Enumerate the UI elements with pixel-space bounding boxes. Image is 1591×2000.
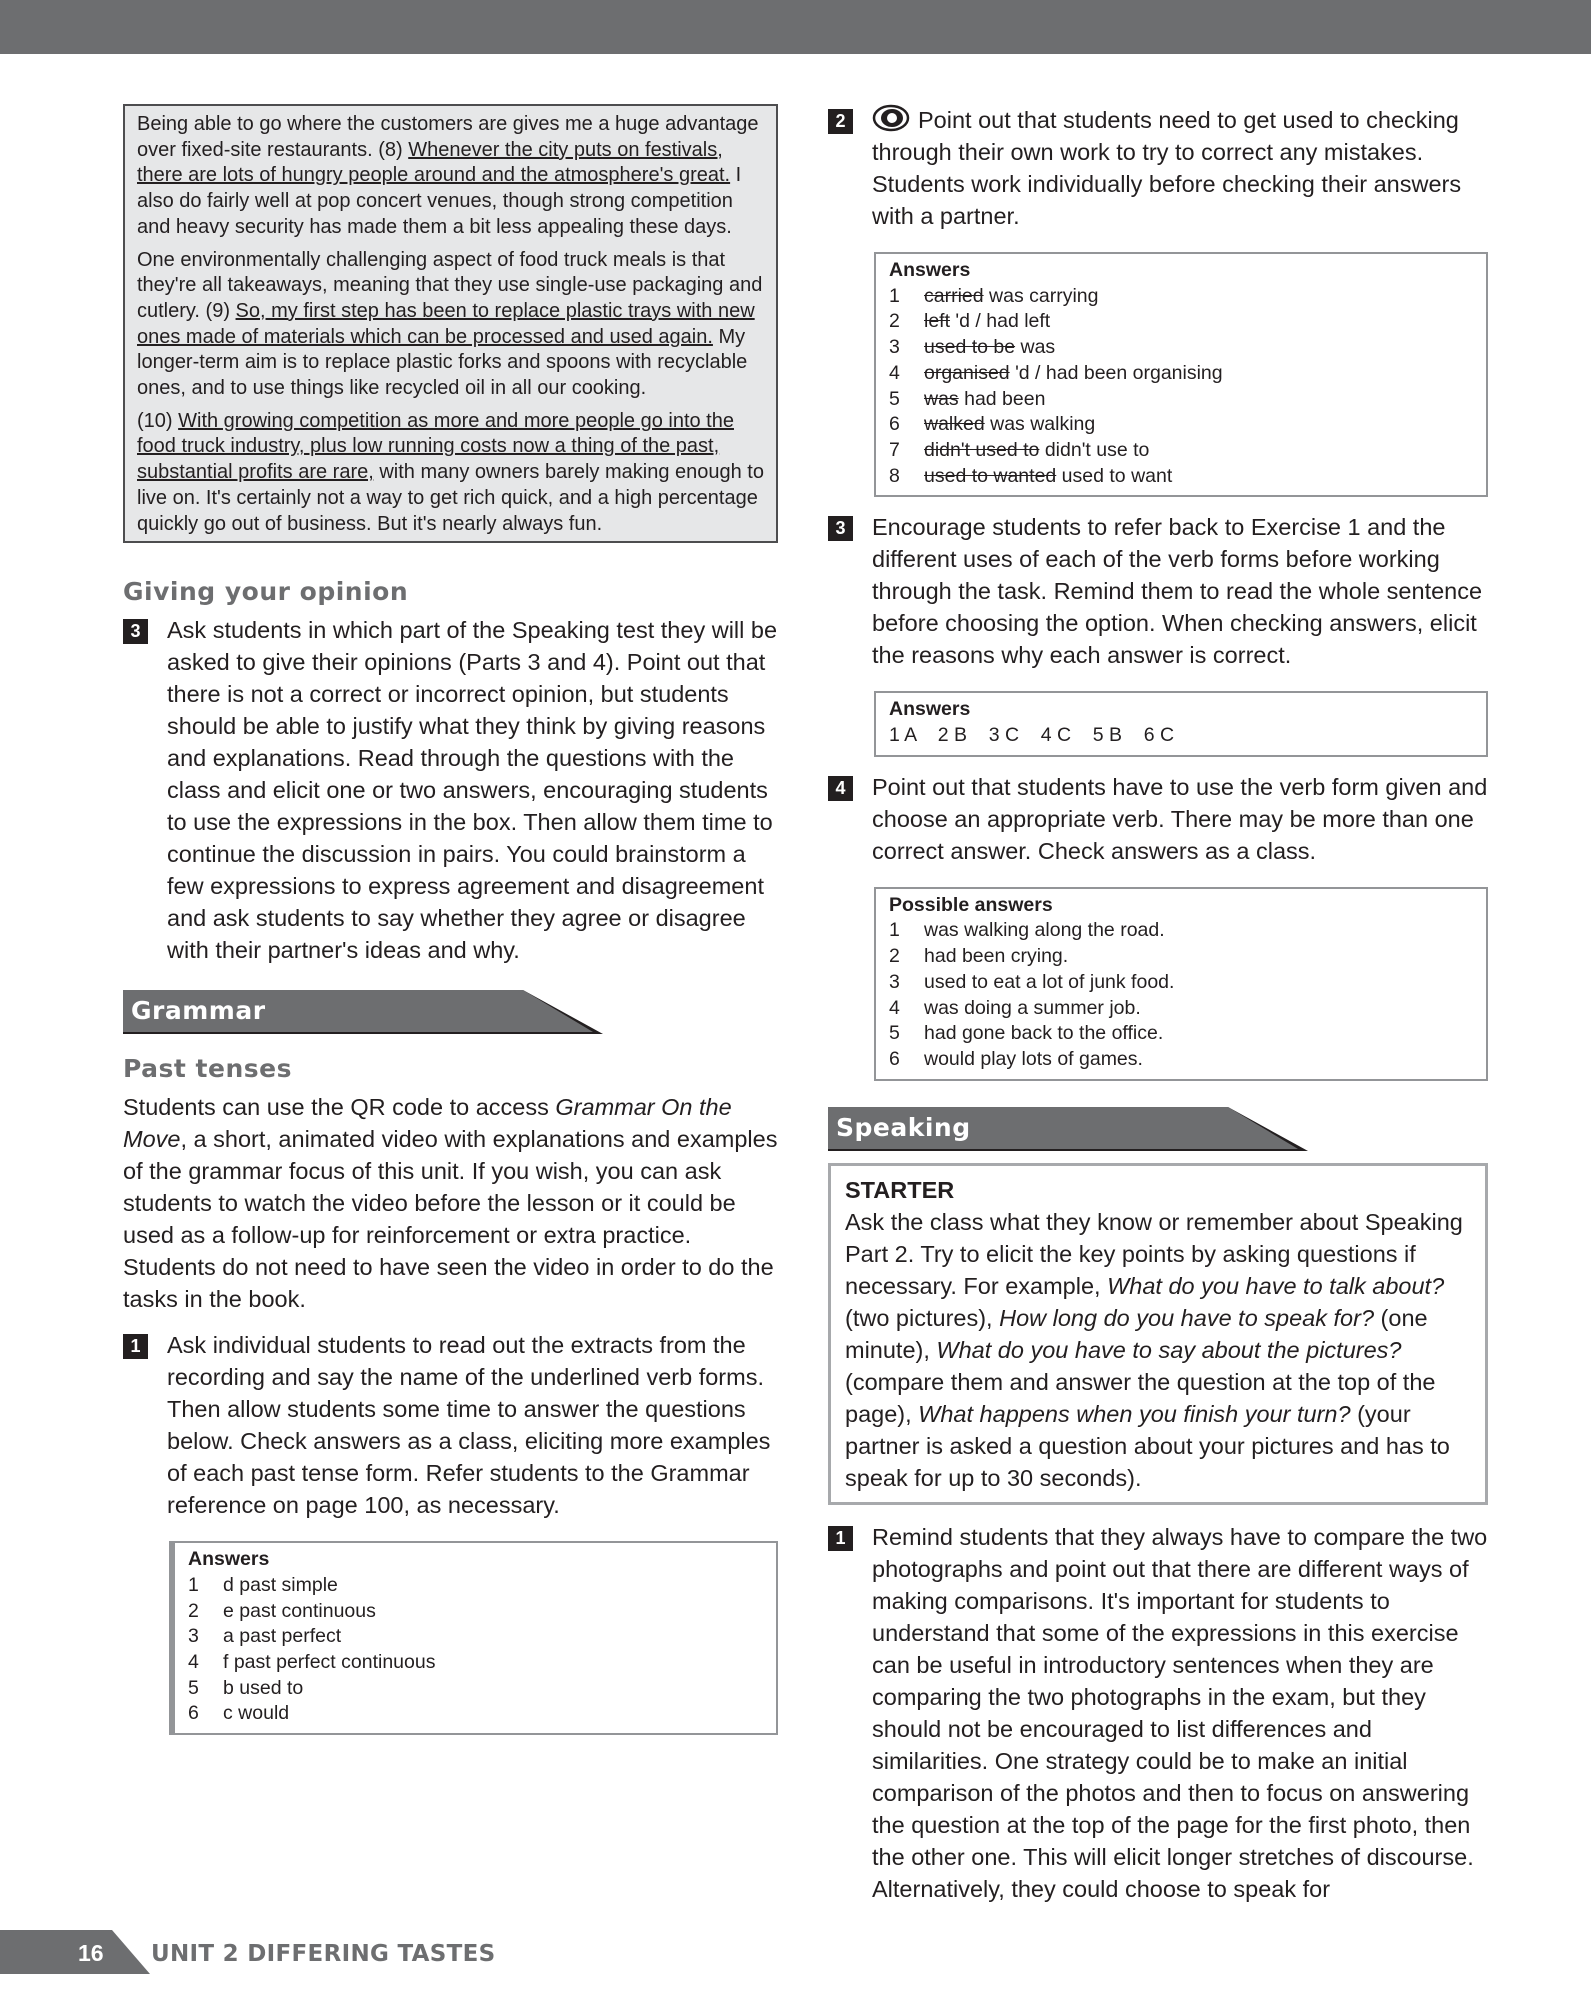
page-number: 16 bbox=[78, 1940, 104, 1966]
answer-row bbox=[889, 438, 1474, 464]
text-span: with many owners barely making enough to live on. It's certainly not a way to get rich quick, and a high percentage quickly go out of business. But it's nearly always fun. bbox=[137, 461, 764, 535]
answer-number: 3 bbox=[889, 970, 900, 993]
answer-text: had gone back to the office. bbox=[924, 1022, 1164, 1045]
answer-text: was doing a summer job. bbox=[924, 996, 1141, 1019]
wrong-form: organised bbox=[924, 361, 1010, 384]
answer-number: 5 bbox=[889, 387, 900, 410]
answer-row bbox=[889, 387, 1474, 413]
answer-number: 6 bbox=[889, 413, 900, 436]
answer-text: b used to bbox=[223, 1676, 304, 1699]
answer-number: 2 bbox=[188, 1599, 199, 1622]
past-tenses-heading: Past tenses bbox=[123, 1054, 292, 1084]
eye-icon bbox=[872, 104, 910, 132]
starter-title: STARTER bbox=[845, 1176, 955, 1203]
answer-number: 2 bbox=[889, 310, 900, 333]
answer-text: c would bbox=[223, 1702, 290, 1725]
grammar-intro bbox=[123, 1091, 778, 1315]
exercise-text: Ask individual students to read out the extracts from the recording and say the name of the underlined verb forms. Then allow students some time to answer the questions below. Check answers as a class, eliciting more examples of each past tense form. Refer students to the Grammar reference on page 100, as necessary. bbox=[167, 1332, 771, 1519]
underlined-text: With growing competition as more and more people go into the food truck industry, plus low running costs now a thing of the past, substantial profits are rare, bbox=[137, 409, 734, 484]
answer-number: 3 bbox=[188, 1625, 199, 1648]
question-text: What do you have to say about the pictures? bbox=[936, 1336, 1402, 1363]
answer-text: a past perfect bbox=[223, 1625, 342, 1648]
extract-paragraph-3 bbox=[137, 409, 764, 538]
answer-row bbox=[889, 1021, 1474, 1047]
exercise-number: 3 bbox=[828, 516, 853, 541]
answer-number: 5 bbox=[889, 1022, 900, 1045]
extract-paragraph-1 bbox=[137, 112, 764, 241]
correct-form: used to want bbox=[1056, 464, 1173, 487]
text-span: Being able to go where the customers are gives me a huge advantage over fixed-site restaurants. (8) bbox=[137, 113, 759, 161]
question-text: How long do you have to speak for? bbox=[999, 1304, 1375, 1331]
answers-title: Answers bbox=[889, 259, 971, 281]
giving-opinion-heading: Giving your opinion bbox=[123, 577, 409, 607]
footer-tab bbox=[0, 1930, 150, 1974]
correct-form: was bbox=[1015, 336, 1056, 359]
answer-row bbox=[889, 464, 1474, 490]
correct-form: 'd / had been organising bbox=[1009, 361, 1223, 384]
answer-row bbox=[188, 1573, 764, 1599]
answer-row bbox=[188, 1624, 764, 1650]
answer-row bbox=[188, 1701, 764, 1727]
answer-text: used to eat a lot of junk food. bbox=[924, 970, 1175, 993]
answer-row bbox=[889, 944, 1474, 970]
underlined-text: So, my first step has been to replace plastic trays with new ones made of materials which can be processed and used again. bbox=[137, 299, 755, 348]
answers-title: Answers bbox=[188, 1548, 270, 1571]
wrong-form: carried bbox=[924, 284, 984, 307]
exercise-number: 3 bbox=[123, 619, 148, 644]
text-span: One environmentally challenging aspect of food truck meals is that they're all takeaways, meaning that they use single-use packaging and cutlery. (9) bbox=[137, 248, 763, 322]
answer-number: 2 bbox=[889, 945, 900, 968]
grammar-banner bbox=[123, 990, 778, 1034]
speaking-banner-label: Speaking bbox=[836, 1112, 971, 1142]
text-span: (one minute), bbox=[845, 1304, 1428, 1363]
text-span: (two pictures), bbox=[845, 1304, 1000, 1331]
answer-number: 1 bbox=[188, 1573, 199, 1596]
wrong-form: left bbox=[924, 310, 951, 333]
answer-number: 7 bbox=[889, 438, 900, 461]
exercise-number: 2 bbox=[828, 109, 853, 134]
answer-row bbox=[889, 412, 1474, 438]
answer-text: d past simple bbox=[223, 1573, 338, 1596]
correct-form: 'd / had left bbox=[950, 310, 1051, 333]
wrong-form: used to wanted bbox=[924, 464, 1057, 487]
exercise-text: Ask students in which part of the Speaking test they will be asked to give their opinions (Parts 3 and 4). Point out that there is not a correct or incorrect opinion, but students should be able to justify what they think by giving reasons and explanations. Read through the questions with the class and elicit one or two answers, encouraging students to use the expressions in the box. Then allow them time to continue the discussion in pairs. You could brainstorm a few expressions to express agreement and disagreement and ask students to say whether they agree or disagree with their partner's ideas and why. bbox=[167, 617, 778, 964]
answer-number: 1 bbox=[889, 284, 900, 307]
answer-row bbox=[889, 996, 1474, 1022]
answer-number: 4 bbox=[188, 1651, 199, 1674]
wrong-form: used to be bbox=[924, 336, 1016, 359]
exercise-text: Remind students that they always have to compare the two photographs and point out that there are different ways of making comparisons. It's important for students to understand that some of the expressions in this exercise can be useful in introductory sentences when they are comparing the two photographs in the exam, but they should not be encouraged to list differences and similarities. One strategy could be to make an initial comparison of the photos and then to focus on answering the question at the top of the page for the first photo, then the other one. This will elicit longer stretches of discourse. Alternatively, they could choose to speak for bbox=[872, 1523, 1488, 1902]
wrong-form: was bbox=[924, 387, 959, 410]
correct-form: had been bbox=[958, 387, 1046, 410]
answer-number: 6 bbox=[889, 1047, 900, 1070]
starter-text bbox=[845, 1206, 1471, 1494]
exercise-number: 1 bbox=[828, 1526, 853, 1551]
answer-row bbox=[188, 1676, 764, 1702]
right-column bbox=[828, 104, 1488, 1905]
answers-title: Possible answers bbox=[889, 893, 1053, 916]
exercise-4-answers-box bbox=[874, 887, 1488, 1081]
speaking-banner bbox=[828, 1107, 1488, 1151]
text-span: Students can use the QR code to access bbox=[123, 1094, 556, 1121]
unit-label: UNIT 2 DIFFERING TASTES bbox=[151, 1941, 496, 1967]
exercise-text: Encourage students to refer back to Exercise 1 and the different uses of each of the verb forms before working through the task. Remind them to read the whole sentence before choosing the option. When checking answers, elicit the reasons why each answer is correct. bbox=[872, 514, 1483, 669]
exercise-4-grammar bbox=[828, 771, 1488, 867]
exercise-3-answers-box bbox=[874, 691, 1488, 756]
wrong-form: didn't used to bbox=[924, 438, 1040, 461]
answer-row bbox=[889, 918, 1474, 944]
answer-text: had been crying. bbox=[924, 945, 1069, 968]
grammar-banner-label: Grammar bbox=[131, 996, 266, 1026]
left-column bbox=[123, 104, 778, 1735]
answer-number: 6 bbox=[188, 1702, 199, 1725]
text-span: (compare them and answer the question at the top of the page), bbox=[845, 1368, 1436, 1427]
answers-line: 1 A 2 B 3 C 4 C 5 B 6 C bbox=[889, 724, 1175, 747]
answer-text: would play lots of games. bbox=[924, 1047, 1143, 1070]
extract-paragraph-2 bbox=[137, 248, 764, 402]
underlined-text: Whenever the city puts on festivals, there are lots of hungry people around and the atmosphere's great. bbox=[137, 138, 731, 187]
answer-row bbox=[889, 1047, 1474, 1073]
exercise-1-speaking bbox=[828, 1521, 1488, 1905]
question-text: What do you have to talk about? bbox=[1107, 1272, 1445, 1299]
answers-title: Answers bbox=[889, 698, 971, 721]
exercise-1-grammar bbox=[123, 1329, 778, 1521]
answer-row bbox=[188, 1650, 764, 1676]
answer-text: e past continuous bbox=[223, 1599, 376, 1622]
text-span: , a short, animated video with explanations and examples of the grammar focus of this unit. If you wish, you can ask students to watch the video before the lesson or it could be used as a follow-up for reinforcement or extra practice. Students do not need to have seen the video in order to do the tasks in the book. bbox=[123, 1126, 778, 1313]
text-span: Point out that students need to get used to checking through their own work to try to correct any mistakes. Students work individually before checking their answers with a partner. bbox=[872, 107, 1462, 229]
answer-number: 1 bbox=[889, 919, 900, 942]
answer-row bbox=[889, 335, 1474, 361]
exercise-3-opinion bbox=[123, 614, 778, 966]
wrong-form: walked bbox=[924, 413, 985, 436]
starter-box bbox=[828, 1163, 1488, 1505]
text-span: (your partner is asked a question about your pictures and has to speak for up to 30 seconds). bbox=[845, 1400, 1450, 1491]
answer-text: was walking along the road. bbox=[924, 919, 1165, 942]
answer-number: 8 bbox=[889, 464, 900, 487]
question-text: What happens when you finish your turn? bbox=[918, 1400, 1351, 1427]
exercise-3-grammar bbox=[828, 511, 1488, 671]
correct-form: was walking bbox=[984, 413, 1096, 436]
answer-number: 3 bbox=[889, 336, 900, 359]
exercise-text: Point out that students have to use the verb form given and choose an appropriate verb. There may be more than one correct answer. Check answers as a class. bbox=[872, 773, 1488, 864]
exercise-number: 1 bbox=[123, 1334, 148, 1359]
top-bar bbox=[0, 0, 1591, 54]
exercise-2-answers-box bbox=[874, 252, 1488, 497]
text-span: Ask the class what they know or remember about Speaking Part 2. Try to elicit the key points by asking questions if necessary. For example, bbox=[845, 1208, 1463, 1299]
answer-row bbox=[188, 1599, 764, 1625]
answer-row bbox=[889, 309, 1474, 335]
answer-text: f past perfect continuous bbox=[223, 1651, 436, 1674]
answer-row bbox=[889, 970, 1474, 996]
text-span: My longer-term aim is to replace plastic forks and spoons with recyclable ones, and to use things like recycled oil in all our cooking. bbox=[137, 325, 748, 400]
text-span: (10) bbox=[137, 409, 179, 432]
answer-row bbox=[889, 284, 1474, 310]
exercise-number: 4 bbox=[828, 776, 853, 801]
answer-number: 5 bbox=[188, 1676, 199, 1699]
correct-form: was carrying bbox=[983, 284, 1099, 307]
answer-number: 4 bbox=[889, 361, 900, 384]
exercise-2-grammar bbox=[828, 104, 1488, 232]
exercise-1-answers-box bbox=[169, 1541, 778, 1735]
reading-extract-box bbox=[123, 104, 778, 543]
text-span: I also do fairly well at pop concert venues, though strong competition and heavy security has made them a bit less appealing these days. bbox=[137, 164, 742, 238]
video-title: Grammar On the Move bbox=[123, 1094, 732, 1153]
answer-row bbox=[889, 361, 1474, 387]
correct-form: didn't use to bbox=[1039, 438, 1150, 461]
answer-number: 4 bbox=[889, 996, 900, 1019]
exercise-text bbox=[872, 104, 1488, 232]
